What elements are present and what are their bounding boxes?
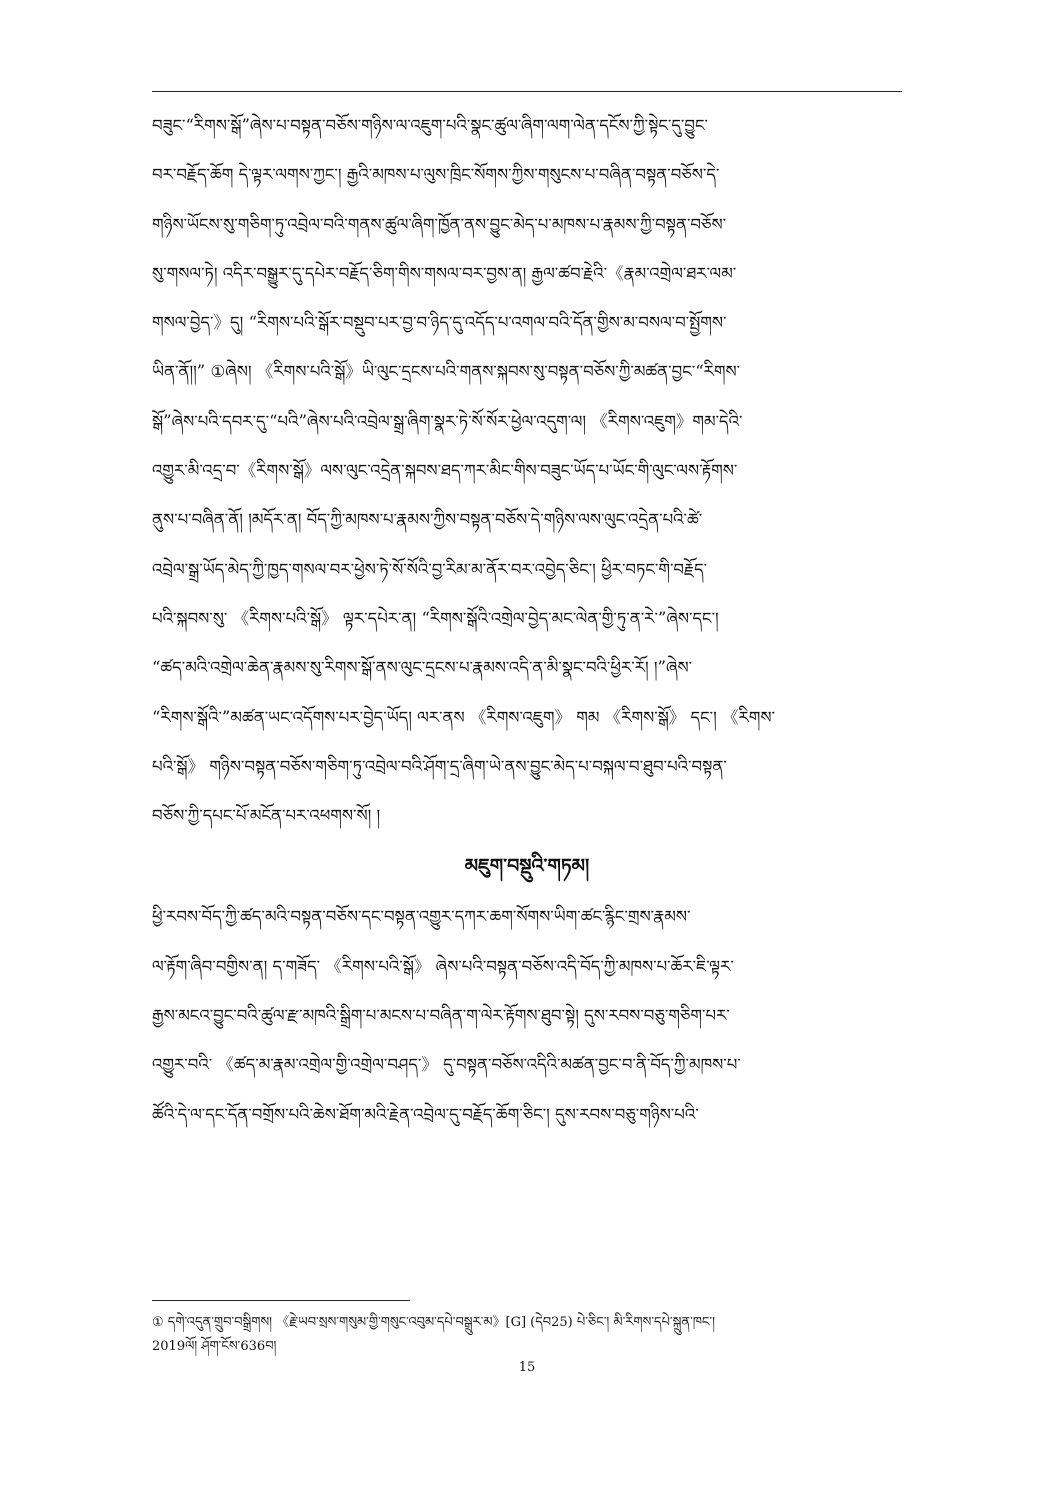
text-line: རྒྱས་མངའ་བྱུང་བའི་ཚུལ་རྫ་མཁའི་སྒྲིག་པ་མངས་པ་བཞིན་ག་ལེར་རྟོགས་ཐུབ་སྟེ། དུས་རབས་བཅུ་གཅིག་པར་ bbox=[152, 1006, 730, 1026]
body-text bbox=[152, 101, 902, 1139]
text-line: གསལ་བྱེད་》དུ། “རིགས་པའི་སྒོར་བསྡུབ་པར་བྱ་བ་ཉིད་དུ་འདོད་པ་འགལ་བའི་དོན་གྱིས་མ་བསལ་བ་སྤྱོགས་ bbox=[152, 313, 727, 333]
text-line: པའི་སྒོ》 གཉིས་བསྟན་བཅོས་གཅིག་ཏུ་འབྲེལ་བའི་ཤོག་དྲ་ཞིག་ཡེ་ནས་བྱུང་མེད་པ་བསྐལ་བ་ཐུབ་པའི་བསྟན་ bbox=[152, 756, 727, 776]
text-line: གཉིས་ཡོངས་སུ་གཅིག་ཏུ་འབྲེལ་བའི་གནས་ཚུལ་ཞིག་ཁྱོན་ནས་བྱུང་མེད་པ་མཁས་པ་རྣམས་ཀྱི་བསྟན་བཅོས་ bbox=[152, 214, 727, 234]
footnote-line-2: 2019ལོ། ཤོག་ངོས་636བ། bbox=[152, 1339, 277, 1354]
text-line: “རིགས་སྒོའི་”མཚན་ཡང་འདོགས་པར་བྱེད་ཡོད། ལར་ནས 《རིགས་འཇུག》 གམ 《རིགས་སྒོ》 དང་། 《རིགས་ bbox=[152, 707, 776, 727]
text-line: འབྲེལ་སྒྲ་ཡོད་མེད་ཀྱི་ཁྱད་གསལ་བར་ཕྱེས་ཏེ་སོ་སོའི་བྱ་རིམ་མ་ནོར་བར་འབྱེད་ཅིང་། ཕྱིར་བཏང་གི་བརྗོད་ bbox=[152, 559, 708, 579]
text-line: འགྱུར་བའི་ 《ཚད་མ་རྣམ་འགྲེལ་གྱི་འགྲེལ་བཤད་》 དུ་བསྟན་བཅོས་འདིའི་མཚན་བྱང་བ་ནི་བོད་ཀྱི་མཁས་པ་ bbox=[152, 1055, 741, 1075]
text-line: “ཚད་མའི་འགྲེལ་ཆེན་རྣམས་སུ་རིགས་སྒོ་ནས་ལུང་དྲངས་པ་རྣམས་འདི་ན་མི་སྣང་བའི་ཕྱིར་རོ། །”ཞེས་ bbox=[152, 658, 693, 678]
text-line: བཅོས་ཀྱི་དཔང་པོ་མངོན་པར་འཕགས་སོ། ། bbox=[152, 806, 381, 826]
text-line: ཕྱི་རབས་བོད་ཀྱི་ཚད་མའི་བསྟན་བཅོས་དང་བསྟན་འགྱུར་དཀར་ཆག་སོགས་ཡིག་ཚང་རྙིང་གྲས་རྣམས་ bbox=[152, 907, 691, 927]
text-line: ཡིན་ནོ།།” ①ཞེས། 《རིགས་པའི་སྒོ》ཡི་ལུང་དྲངས་པའི་གནས་སྐབས་སུ་བསྟན་བཅོས་ཀྱི་མཚན་བྱང་“རིགས་ bbox=[152, 362, 741, 382]
footnote bbox=[152, 1311, 902, 1359]
text-line: ཚོའི་དེ་ལ་དང་དོན་བགྲོས་པའི་ཆེས་ཐོག་མའི་རྗེན་འབྲེལ་དུ་བརྗོད་ཆོག་ཅིང་། དུས་རབས་བཅུ་གཉིས་པའི་ bbox=[152, 1104, 699, 1124]
text-line: བར་བརྗོད་ཆོག དེ་ལྟར་ལགས་ཀྱང་། རྒྱའི་མཁས་པ་ལུས་ཁྲིང་སོགས་ཀྱིས་གསུངས་པ་བཞིན་བསྟན་བཅོས་དེ་ bbox=[152, 165, 720, 185]
text-line: སྒོ”ཞེས་པའི་དབར་དུ་“པའི”ཞེས་པའི་འབྲེལ་སྒྲ་ཞིག་སྣར་ཏེ་སོ་སོར་ཕྱེལ་འདུག་ལ། 《རིགས་འཇུག》གམ་དེའི་ bbox=[152, 411, 743, 431]
text-line: སུ་གསལ་ཏེ། འདིར་བསྒྱུར་དུ་དཔེར་བརྗོད་ཅིག་གིས་གསལ་བར་བྱས་ན། རྒྱལ་ཚབ་རྗེའི་《རྣམ་འགྲེལ་ཐར་ལམ་ bbox=[152, 263, 737, 283]
text-line: འགྱུར་མི་འདྲ་བ་《རིགས་སྒོ》ལས་ལུང་འདྲེན་སྐབས་ཐད་ཀར་མིང་གིས་བཟུང་ཡོད་པ་ཡོང་གི་ལུང་ལས་རྟོགས་ bbox=[152, 461, 738, 481]
section-title: མཇུག་བསྡུའི་གཏམ། bbox=[464, 855, 590, 878]
text-line: ལ་རྟོག་ཞིབ་བགྱིས་ན། ད་གཟོད་ 《རིགས་པའི་སྒོ》 ཞེས་པའི་བསྟན་བཅོས་འདི་བོད་ཀྱི་མཁས་པ་ཆོར་ཇི་ལྟར་ bbox=[152, 956, 734, 976]
paragraph-1 bbox=[152, 101, 902, 840]
text-line: བཟུང་“རིགས་སྒོ”ཞེས་པ་བསྟན་བཅོས་གཉིས་ལ་འཇུག་པའི་སྣང་ཚུལ་ཞིག་ལག་ལེན་དངོས་ཀྱི་སྟེང་དུ་བྱུང་ bbox=[152, 116, 708, 135]
footnote-rule bbox=[152, 1300, 410, 1301]
footnote-line-1: ① དགེ་འདུན་གྲུབ་བསྒྲིགས། 《རྗེ་ཡབ་སྲས་གསུམ་གྱི་གསུང་འབུམ་དཔེ་བསྒྲུར་མ》[G] (དེབ25) པེ་ཅིང་། མི་རིགས་དཔེ་སྐྲུན་ཁང་། bbox=[152, 1315, 716, 1330]
text-line: ནུས་པ་བཞིན་ནོ། །མདོར་ན། བོད་ཀྱི་མཁས་པ་རྣམས་ཀྱིས་བསྟན་བཅོས་དེ་གཉིས་ལས་ལུང་འདྲེན་པའི་ཚེ་ bbox=[152, 510, 703, 530]
paragraph-2 bbox=[152, 892, 902, 1138]
header-rule bbox=[152, 91, 902, 92]
text-line: པའི་སྐབས་སུ་ 《རིགས་པའི་སྒོ》 ལྟར་དཔེར་ན། “རིགས་སྒོའི་འགྲེལ་བྱེད་མང་ལེན་གྱི་ཏུ་ན་རེ་”ཞེས་དང་། bbox=[152, 608, 719, 628]
page-number: 15 bbox=[518, 1360, 536, 1375]
